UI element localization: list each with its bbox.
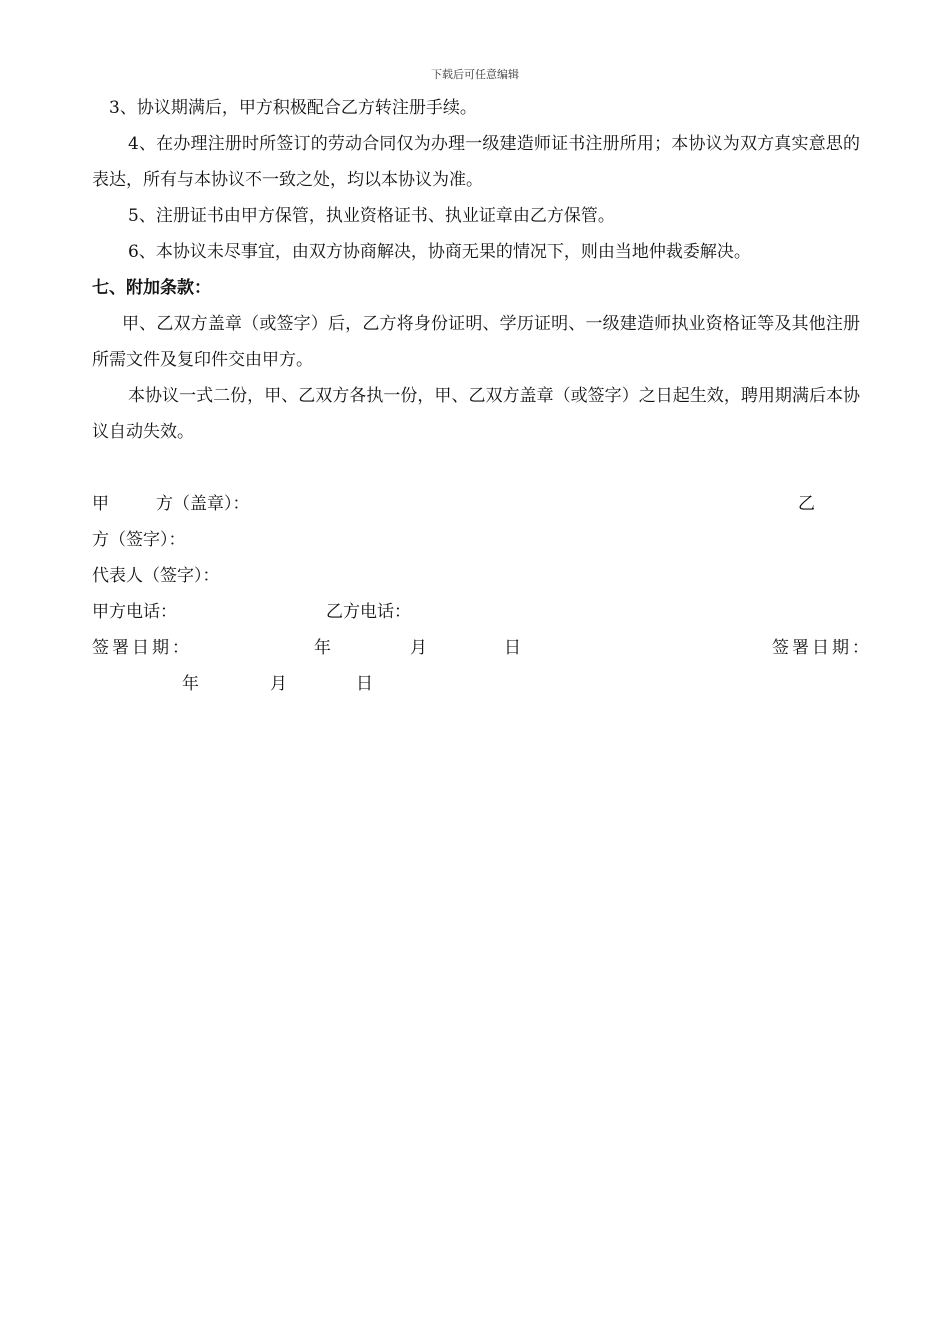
section-7-paragraph-1: 甲、乙双方盖章（或签字）后，乙方将身份证明、学历证明、一级建造师执业资格证等及其他注册所需文件及复印件交由甲方。 <box>92 314 860 370</box>
clause-6: 6、本协议未尽事宜，由双方协商解决，协商无果的情况下，则由当地仲裁委解决。 <box>128 242 751 262</box>
clause-5: 5、注册证书由甲方保管，执业资格证书、执业证章由乙方保管。 <box>128 206 615 226</box>
clause-3: 3、协议期满后，甲方积极配合乙方转注册手续。 <box>109 98 477 118</box>
signature-row-date-b <box>92 666 860 702</box>
party-a-char: 甲 <box>92 494 109 514</box>
date-day-a: 日 <box>504 638 521 658</box>
party-a-seal-label: 方（盖章）： <box>156 494 250 514</box>
spacer <box>92 450 860 486</box>
party-a-phone-label: 甲方电话： <box>92 602 177 622</box>
party-b-phone-label: 乙方电话： <box>326 602 411 622</box>
section-7-paragraph-2: 本协议一式二份，甲、乙双方各执一份，甲、乙双方盖章（或签字）之日起生效，聘用期满后本协议自动失效。 <box>92 386 860 442</box>
date-month-a: 月 <box>410 638 427 658</box>
signature-row-date-a <box>92 630 872 666</box>
sign-date-label-b: 签署日期： <box>772 638 872 658</box>
section-7-heading: 七、附加条款： <box>92 278 211 298</box>
date-year-a: 年 <box>314 638 331 658</box>
header-note: 下载后可任意编辑 <box>431 68 519 81</box>
party-b-sign-label: 方（签字）： <box>92 530 186 550</box>
party-b-char: 乙 <box>798 494 815 514</box>
clause-4: 4、在办理注册时所签订的劳动合同仅为办理一级建造师证书注册所用；本协议为双方真实意思的表达，所有与本协议不一致之处，均以本协议为准。 <box>92 134 860 190</box>
document-body <box>92 90 872 702</box>
date-day-b: 日 <box>356 674 373 694</box>
signature-row-representative <box>92 558 860 594</box>
signature-row-phones <box>92 594 860 630</box>
date-year-b: 年 <box>182 674 199 694</box>
date-month-b: 月 <box>270 674 287 694</box>
representative-label: 代表人（签字）： <box>92 566 220 586</box>
signature-row-party-b <box>92 522 860 558</box>
signature-row-party-a <box>92 486 860 522</box>
sign-date-label-a: 签署日期： <box>92 638 192 658</box>
